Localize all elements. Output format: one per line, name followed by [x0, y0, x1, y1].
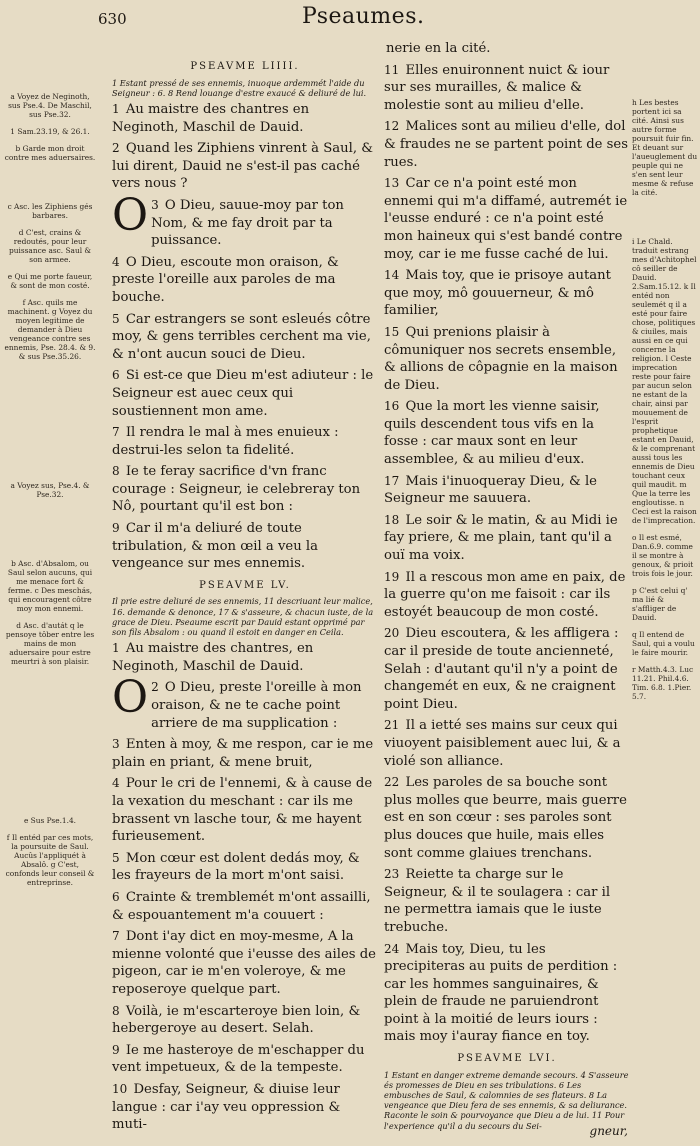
- verse: [112, 463, 378, 516]
- verse-text: Mon cœur est dolent dedás moy, & les frayeurs de la mort m'ont saisi.: [112, 850, 360, 884]
- verse: [384, 866, 630, 936]
- verse-text: Reiette ta charge sur le Seigneur, & il te soulagera : car il ne permettra iamais que le iuste trebuche.: [384, 867, 611, 935]
- verse-number: 3: [112, 737, 120, 752]
- verse-text: O Dieu, escoute mon oraison, & preste l'oreille aux paroles de ma bouche.: [112, 254, 339, 305]
- verse: [112, 640, 378, 675]
- verse-text: Car estrangers se sont esleués côtre moy, & gens terribles cerchent ma vie, & n'ont aucun souci de Dieu.: [112, 311, 371, 362]
- margin-note: 1 Sam.23.19, & 26.1.: [10, 127, 90, 136]
- verse-number: 23: [384, 867, 400, 882]
- verse: [112, 424, 378, 459]
- margin-note: o Il est esmé, Dan.6.9. comme il se montre à genoux, & prioit trois fois le jour.: [632, 533, 694, 578]
- verse-number: 7: [112, 425, 120, 440]
- psalm-heading: PSEAVME LVI.: [457, 1053, 557, 1065]
- verse: [384, 62, 630, 115]
- verse-number: 10: [112, 1081, 128, 1096]
- verse-number: 17: [384, 473, 400, 488]
- psalm-heading: PSEAVME LV.: [199, 579, 291, 591]
- catchword: gneur,: [589, 1124, 628, 1138]
- verse-text: Au maistre des chantres, en Neginoth, Maschil de Dauid.: [112, 641, 314, 674]
- verse-text: O Dieu, preste l'oreille à mon oraison, & ne te cache point arriere de ma supplication :: [151, 680, 362, 731]
- verse: [384, 512, 630, 565]
- margin-note: a Voyez de Neginoth, sus Pse.4. De Maschil, sus Pse.32.: [8, 92, 92, 119]
- verse-number: 19: [384, 569, 400, 584]
- verse-text: Dieu escoutera, & les affligera : car il preside de toute ancienneté, Selah : d'autant qu'il n'y a point de changemét en eux, & ne craignent point Dieu.: [384, 626, 619, 712]
- margin-note: q Il entend de Saul, qui a voulu le faire mourir.: [632, 630, 695, 657]
- verse-number: 2: [112, 141, 120, 156]
- verse-number: 3: [151, 197, 159, 212]
- margin-note: h Les bestes portent ici sa cité. Ainsi sus autre forme poursuit fuir fin. Et deuant sur l'aueuglement du peuple qui ne s'en sent leur mesme & refuse la cité.: [632, 98, 698, 197]
- verse-text: O Dieu, sauue-moy par ton Nom, & me fay droit par ta puissance.: [151, 197, 344, 249]
- verse: [112, 889, 378, 924]
- verse-number: 9: [112, 521, 120, 536]
- verse-text: Il a rescous mon ame en paix, de la guerre qu'on me faisoit : car ils estoyét beaucoup de mon costé.: [384, 569, 626, 620]
- verse: [112, 367, 378, 420]
- verse-text: Crainte & tremblemét m'ont assailli, & espouantement m'a couuert :: [112, 889, 371, 923]
- verse: [384, 398, 630, 468]
- verse-text: Mais toy, Dieu, tu les precipiteras au puits de perdition : car les hommes sanguinaires, & plein de fraude ne paruiendront point à la moitié de leurs iours : mais moy i'auray fiance en toy.: [384, 941, 618, 1045]
- margin-note: d Asc. d'autát q le pensoye tôber entre les mains de mon aduersaire pour estre meurtri à son plaisir.: [5, 621, 95, 666]
- verse-number: 14: [384, 268, 400, 283]
- verse-number: 1: [112, 102, 120, 116]
- margin-note: a Voyez sus, Pse.4. & Pse.32.: [10, 481, 90, 499]
- left-margin-notes: [4, 92, 96, 895]
- verse-text: Dont i'ay dict en moy-mesme, A la mienne volonté que i'eusse des ailes de pigeon, car ie m'en voleroye, & me reposeroye quelque part.: [112, 929, 376, 997]
- verse-number: 4: [112, 776, 120, 791]
- verse: [112, 736, 378, 771]
- margin-note: f Asc. quils me machinent. g Voyez du moyen legitime de demander à Dieu vengeance contre ses ennemis, Pse. 28.4. & 9. & sus Pse.35.26.: [4, 298, 96, 361]
- verse-text: Car ce n'a point esté mon ennemi qui m'a diffamé, autremét ie l'eusse enduré : ce n'a point esté mon haineux qui s'est bandé contre moy, car ie me fusse caché de lui.: [384, 176, 628, 262]
- verse-number: 1: [112, 641, 120, 656]
- verse-text: Voilà, ie m'escarteroye bien loin, & hebergeroye au desert. Selah.: [112, 1003, 361, 1037]
- verse-number: 22: [384, 775, 400, 790]
- page-number: 630: [98, 10, 127, 28]
- verse-number: 6: [112, 889, 120, 904]
- verse: [384, 175, 630, 263]
- margin-note: p C'est celui q' ma lié & s'affliger de Dauid.: [632, 586, 688, 622]
- verse: [384, 774, 630, 862]
- margin-note: f Il entéd par ces mots, la poursuite de Saul. Aucûs l'appliquét à Absalô. g C'est, confonds leur conseil & entreprinse.: [5, 833, 95, 887]
- verse: [384, 473, 630, 508]
- verse-number: 18: [384, 512, 400, 527]
- verse: [112, 672, 378, 732]
- verse: [384, 717, 630, 770]
- verse: [112, 311, 378, 364]
- psalm-summary: Il prie estre deliuré de ses ennemis, 11 descriuant leur malice, 16. demande & denonce, 17 & s'asseure, & chacun iuste, de la grace de Dieu. Pseaume escrit par Dauid estant opprimé par son fils Absalom : ou quand il estoit en danger en Ceila.: [112, 596, 374, 638]
- verse-number: 11: [384, 62, 400, 77]
- left-text-column: [112, 54, 378, 1138]
- verse: [384, 941, 630, 1047]
- verse: [384, 40, 630, 58]
- drop-cap: O: [112, 189, 149, 241]
- verse-text: Mais toy, que ie prisoye autant que moy, mô gouuerneur, & mô familier,: [384, 268, 611, 319]
- verse-text: Quand les Ziphiens vinrent à Saul, & lui dirent, Dauid ne s'est-il pas caché vers nous ?: [112, 141, 373, 192]
- verse-text: Les paroles de sa bouche sont plus molles que beurre, mais guerre est en son cœur : ses paroles sont plus douces que huile, mais elles sont comme glaiues trenchans.: [384, 775, 627, 861]
- verse-number: 7: [112, 929, 120, 944]
- psalm-summary: 1 Estant pressé de ses ennemis, inuoque ardemmét l'aide du Seigneur : 6. 8 Rend louange d'estre exaucé & deliuré de lui.: [112, 77, 367, 98]
- verse-number: 9: [112, 1042, 120, 1057]
- margin-note: i Le Chald. traduit estrang mes d'Achitophel cô seiller de Dauid. 2.Sam.15.12. k Il entéd non seulemét q il a esté pour faire chose, politiques & ciuiles, mais aussi en ce qui concerne la religion. l Ceste imprecation reste pour faire par aucun selon ne estant de la chair, ainsi par mouuement de l'esprit prophetique estant en Dauid, & le comprenant aussi tous les ennemis de Dieu touchant ceux quil maudit. m Que la terre les engloutisse. n Ceci est la raison de l'imprecation.: [632, 237, 697, 525]
- verse: [112, 101, 378, 136]
- verse-text: Malices sont au milieu d'elle, dol & fraudes ne se partent point de ses rues.: [384, 119, 628, 170]
- verse-text: Car il m'a deliuré de toute tribulation, & mon œil a veu la vengeance sur mes ennemis.: [112, 521, 318, 572]
- verse-number: 4: [112, 254, 120, 269]
- verse-number: 5: [112, 850, 120, 865]
- verse-text: Pour le cri de l'ennemi, & à cause de la vexation du meschant : car ils me brassent vn lasche tour, & me hayent furieusement.: [112, 776, 373, 845]
- verse: [112, 850, 378, 885]
- verse: [112, 1081, 378, 1134]
- verse-number: 8: [112, 1003, 120, 1018]
- verse-number: 2: [151, 680, 159, 695]
- right-text-column: [384, 40, 630, 1134]
- verse-number: 20: [384, 626, 400, 641]
- verse: [384, 324, 630, 394]
- verse-text: nerie en la cité.: [386, 41, 491, 56]
- running-head: Pseaumes.: [302, 4, 425, 29]
- verse-number: 6: [112, 368, 120, 383]
- verse-number: 12: [384, 119, 400, 134]
- verse: [384, 118, 630, 171]
- verse: [384, 267, 630, 320]
- verse-number: 21: [384, 718, 400, 733]
- verse: [112, 928, 378, 998]
- psalm-summary: 1 Estant en danger extreme demande secours. 4 S'asseure és promesses de Dieu en ses tribulations. 6 Les embusches de Saul, & calomnies de ses flateurs. 8 La vengeance que Dieu fera de ses ennemis, & sa deliurance. Raconte le soin & pourvoyance que Dieu a de lui. 11 Pour l'experience qu'il a du secours du Sei-: [384, 1069, 629, 1131]
- right-margin-notes: [632, 98, 698, 709]
- verse-number: 16: [384, 399, 400, 414]
- margin-note: b Asc. d'Absalom, ou Saul selon aucuns, qui me menace fort & ferme. c Des meschás, qui encouragent côtre moy mon ennemi.: [7, 559, 93, 613]
- margin-note: r Matth.4.3. Luc 11.21. Phil.4.6. Tim. 6.8. 1.Pier. 5.7.: [632, 665, 694, 701]
- verse-number: 5: [112, 311, 120, 326]
- verse-text: Ie te feray sacrifice d'vn franc courage : Seigneur, ie celebreray ton Nô, pourtant qu'il est bon :: [112, 464, 361, 515]
- margin-note: e Qui me porte faueur, & sont de mon costé.: [7, 272, 93, 290]
- verse: [112, 254, 378, 307]
- verse: [112, 1003, 378, 1038]
- verse-number: 15: [384, 324, 400, 339]
- verse: [384, 569, 630, 622]
- verse-text: Mais i'inuoqueray Dieu, & le Seigneur me sauuera.: [384, 473, 597, 507]
- verse-text: Elles enuironnent nuict & iour sur ses murailles, & malice & molestie sont au milieu d'elle.: [384, 62, 610, 113]
- margin-note: b Garde mon droit contre mes aduersaires.: [4, 144, 96, 162]
- verse-number: 8: [112, 464, 120, 479]
- verse-text: Le soir & le matin, & au Midi ie fay priere, & me plain, tant qu'il a ouï ma voix.: [384, 512, 618, 564]
- verse-text: Qui prenions plaisir à cômuniquer nos secrets ensemble, & allions de côpagnie en la maison de Dieu.: [384, 324, 618, 393]
- margin-note: d C'est, crains & redoutés, pour leur puissance asc. Saul & son armee.: [8, 228, 92, 264]
- margin-note: e Sus Pse.1.4.: [23, 816, 77, 825]
- verse-text: Si est-ce que Dieu m'est adiuteur : le Seigneur est auec ceux qui soustiennent mon ame.: [112, 368, 374, 419]
- verse-text: Au maistre des chantres en Neginoth, Maschil de Dauid.: [112, 102, 310, 135]
- verse: [112, 775, 378, 845]
- verse-text: Ie me hasteroye de m'eschapper du vent impetueux, & de la tempeste.: [112, 1042, 365, 1076]
- verse: [112, 189, 378, 250]
- verse-number: 24: [384, 941, 400, 956]
- verse-text: Que la mort les vienne saisir, quils descendent tous vifs en la fosse : car maux sont en leur assemblee, & au milieu d'eux.: [384, 399, 600, 468]
- verse-text: Enten à moy, & me respon, car ie me plain en priant, & mene bruit,: [112, 737, 374, 770]
- verse-text: Desfay, Seigneur, & diuise leur langue : car i'ay veu oppression & muti-: [112, 1081, 341, 1133]
- verse: [112, 1042, 378, 1077]
- margin-note: c Asc. les Ziphiens gés barbares.: [7, 202, 93, 220]
- drop-cap: O: [112, 672, 149, 724]
- verse: [112, 140, 378, 193]
- verse: [112, 520, 378, 573]
- verse-number: 13: [384, 176, 400, 191]
- psalm-heading: PSEAVME LIIII.: [190, 61, 300, 72]
- verse: [384, 625, 630, 713]
- verse-text: Il rendra le mal à mes enuieux : destrui-les selon ta fidelité.: [112, 425, 339, 458]
- verse-text: Il a ietté ses mains sur ceux qui viuoyent paisiblement auec lui, & a violé son alliance.: [384, 718, 621, 769]
